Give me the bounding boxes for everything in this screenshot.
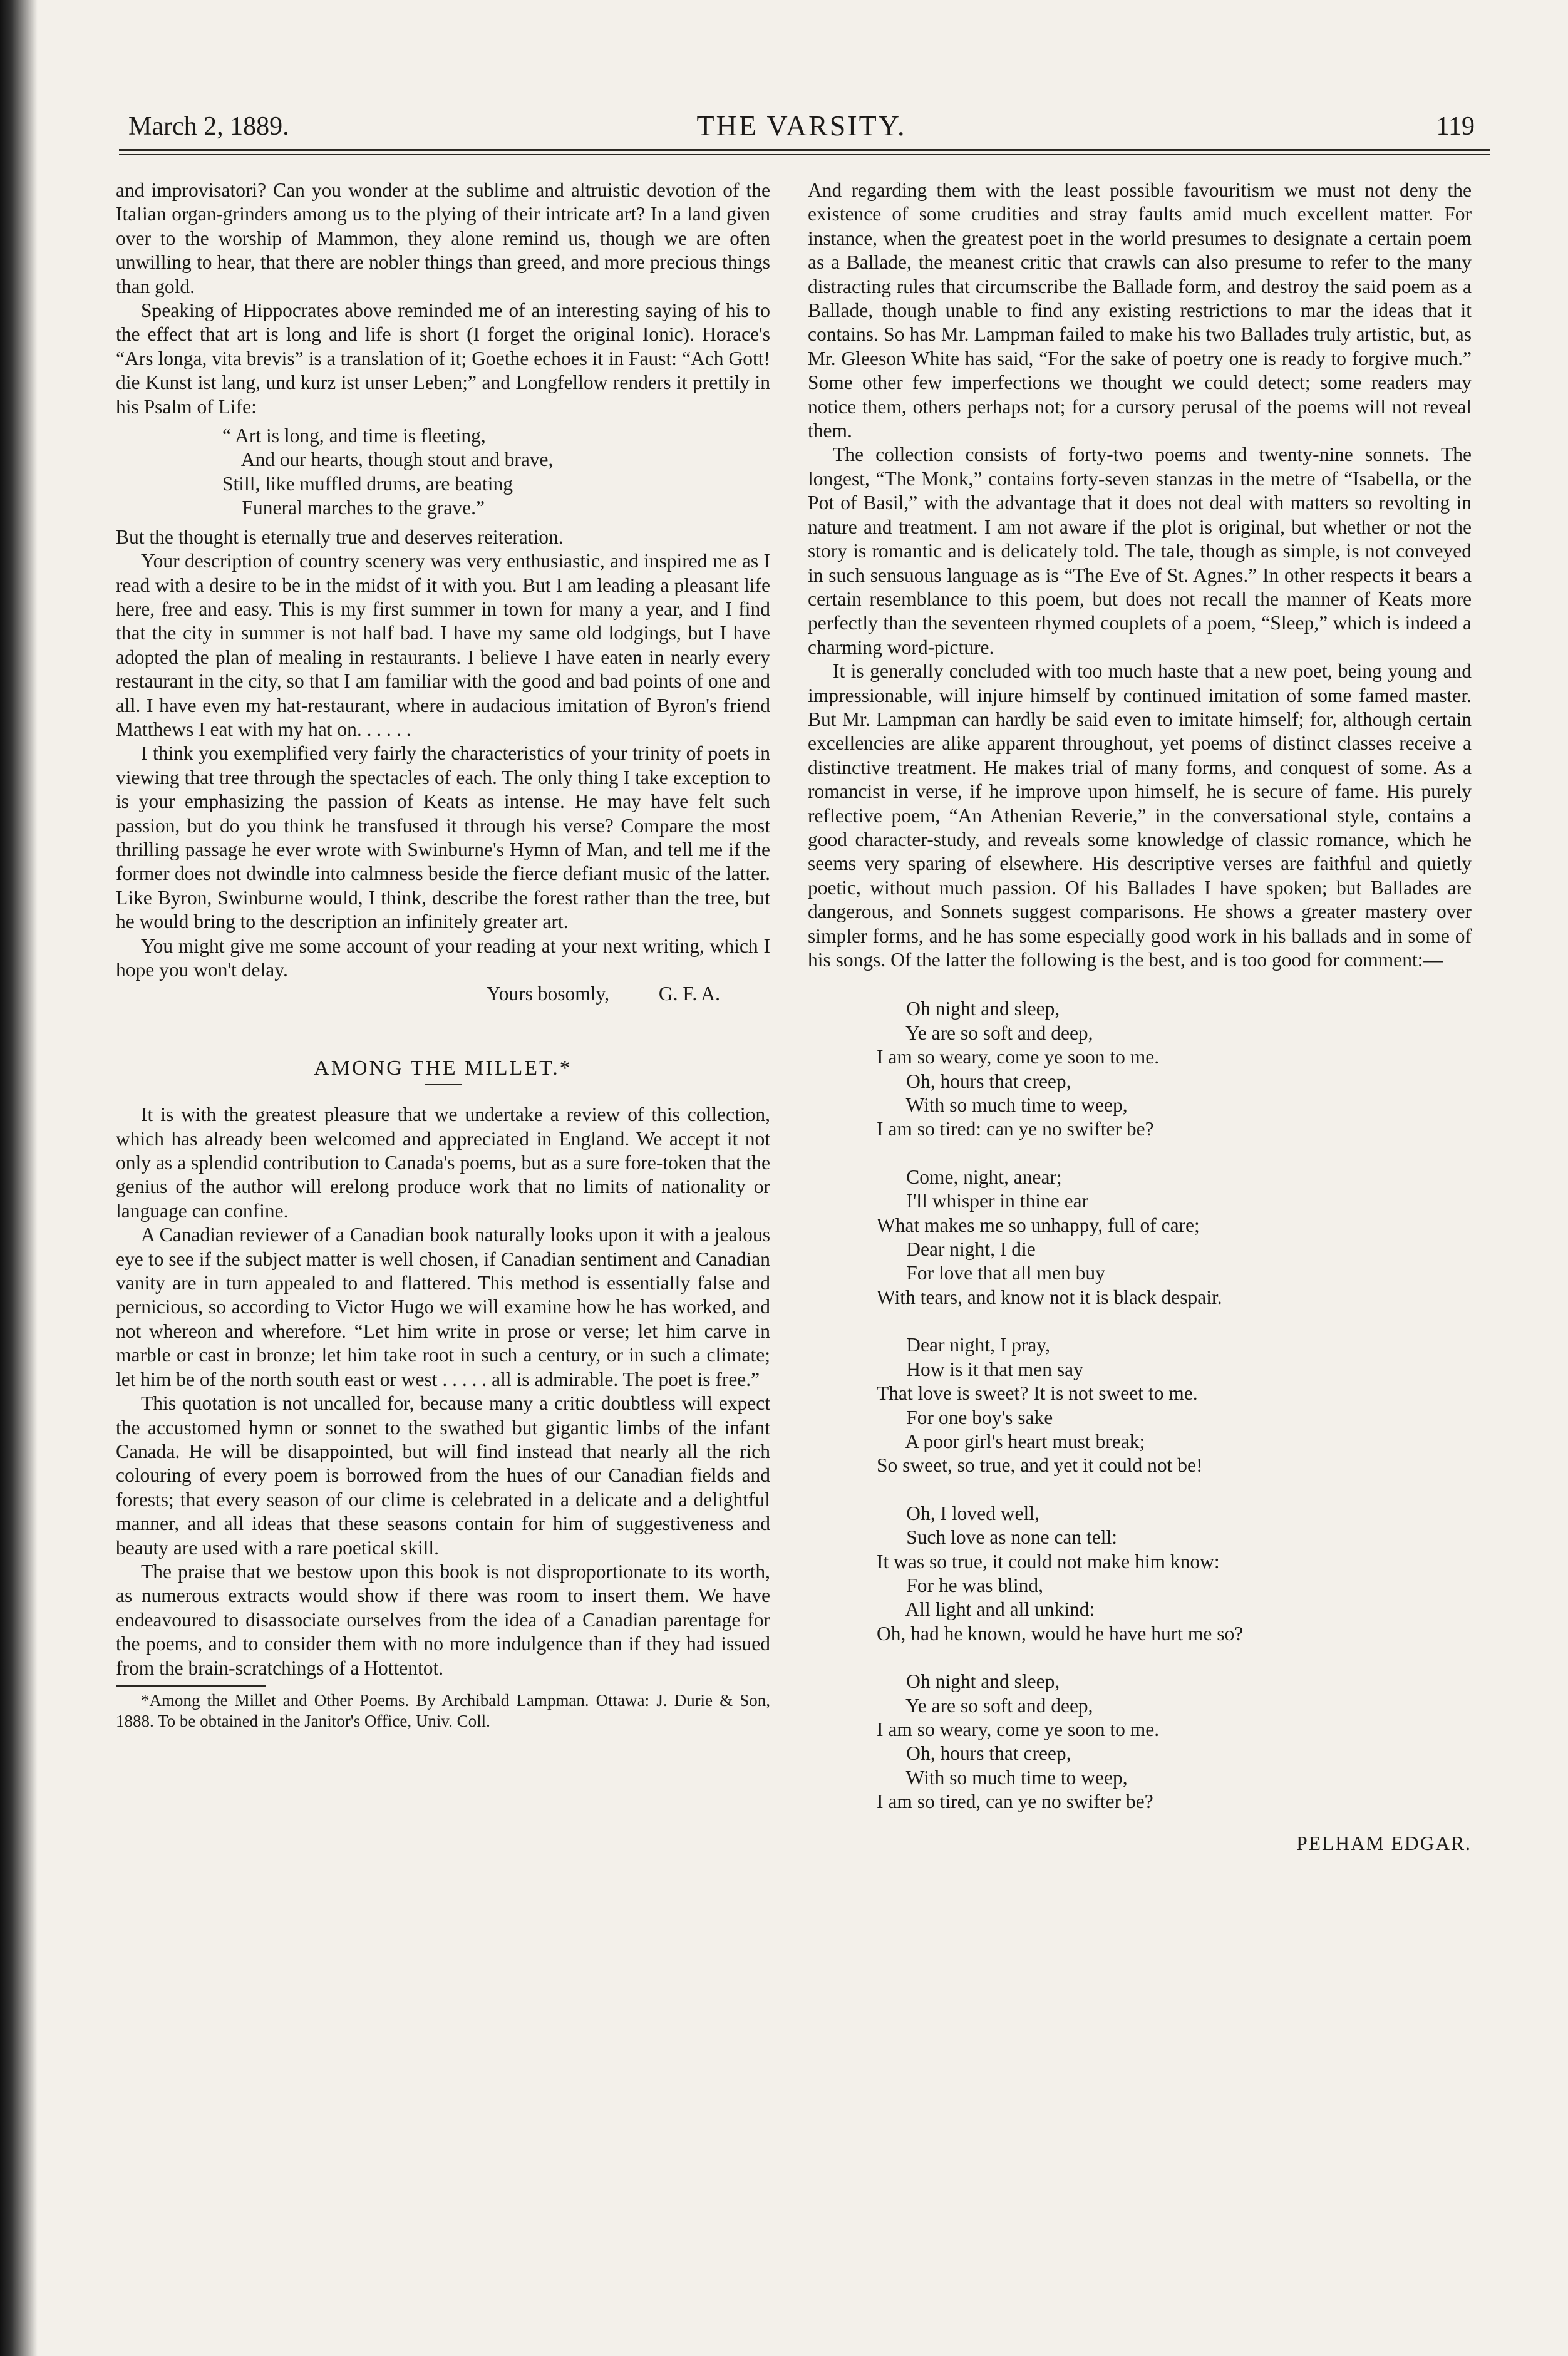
paragraph: It is generally concluded with too much haste that a new poet, being young and impressionable, will injure himself by continued imitation of some famed master. But Mr. Lampman can hardly be said even to imitate himself; for, although certain excellencies are alike apparent throughout, yet poems of distinct classes receive a distinctive treatment. He makes trial of many forms, and conquest of some. As a romancist in verse, if he improve upon himself, he is secure of fame. His purely reflective poem, “An Athenian Reverie,” in the conversational style, contains a good character-study, and reveals some knowledge of classic romance, which he seems very sparing of elsewhere. His descriptive verses are faithful and quietly poetic, without much passion. Of his Ballades I have spoken; but Ballades are dangerous, and Sonnets suggest comparisons. He shows a greater mastery over simpler forms, and he has some especially good work in his ballads and in some of his songs. Of the latter the following is the best, and is too good for comment:—	[808, 660, 1472, 971]
poem-line: All light and all unkind:	[877, 1598, 1095, 1621]
paragraph: This quotation is not uncalled for, because many a critic doubtless will expect the accustomed hymn or sonnet to the swathed but gigantic limbs of the infant Canada. He will be disappointed, but will find instead that nearly all the rich colouring of every poem is borrowed from the hues of our Canadian fields and forests; that every season of our clime is celebrated in a delicate and a delightful manner, and all ideas that these seasons contain for him of suggestiveness and beauty are used with a rare poetical skill.	[116, 1392, 770, 1559]
footnote-rule	[116, 1685, 266, 1687]
left-column	[116, 178, 770, 1732]
poem-line: It was so true, it could not make him know:	[877, 1550, 1220, 1573]
masthead-title: THE VARSITY.	[696, 110, 907, 142]
poem-line: With so much time to weep,	[877, 1766, 1128, 1789]
paragraph: But the thought is eternally true and deserves reiteration.	[116, 525, 564, 548]
paragraph: A Canadian reviewer of a Canadian book naturally looks upon it with a jealous eye to see if the subject matter is well chosen, if Canadian sentiment and Canadian vanity are in turn appealed to and flattered. This method is essentially false and pernicious, so according to Victor Hugo we will examine how he has worked, and not whereon and wherefore. “Let him write in prose or verse; let him carve in marble or cast in bronze; let him take root in such a century, or in such a climate; let him be of the north south east or west . . . . . all is admirable. The poet is free.”	[116, 1224, 770, 1390]
poem-line: For love that all men buy	[877, 1262, 1105, 1284]
poem-line: Oh, hours that creep,	[877, 1070, 1071, 1092]
right-column	[808, 178, 1472, 1856]
verse-line: And our hearts, though stout and brave,	[222, 448, 554, 471]
poem-line: That love is sweet? It is not sweet to me.	[877, 1382, 1198, 1405]
poem-line: For one boy's sake	[877, 1406, 1053, 1429]
paragraph: Your description of country scenery was very enthusiastic, and inspired me as I read with a desire to be in the midst of it with you. But I am leading a pleasant life here, free and easy. This is my first summer in town for many a year, and I find that the city in summer is not half bad. I have my same old lodgings, but I have adopted the plan of mealing in restaurants. I believe I have eaten in nearly every restaurant in the city, so that I am familiar with the good and bad points of one and all. I have even my hat-restaurant, where in audacious imitation of Byron's friend Matthews I eat with my hat on. . . . . .	[116, 550, 770, 740]
poem-line: Dear night, I die	[877, 1238, 1036, 1261]
poem-line: Oh, I loved well,	[877, 1502, 1039, 1524]
paragraph: It is with the greatest pleasure that we undertake a review of this collection, which has already been welcomed and appreciated in England. We accept it not only as a splendid contribution to Canada's poems, but as a sure fore-token that the genius of the author will erelong produce work that no limits of nationality or language can confine.	[116, 1103, 770, 1222]
poem-line: Oh night and sleep,	[877, 1670, 1060, 1693]
review-author: PELHAM EDGAR.	[1296, 1832, 1472, 1854]
book-spine-shadow	[0, 0, 38, 2356]
stanza	[877, 997, 1472, 1141]
poem-line: A poor girl's heart must break;	[877, 1430, 1145, 1452]
stanza	[877, 1333, 1472, 1477]
header-rule-thin	[119, 154, 1490, 155]
letter-signature: Yours bosomly, G. F. A.	[487, 983, 720, 1005]
section-title: AMONG THE MILLET.*	[314, 1056, 572, 1080]
paragraph: and improvisatori? Can you wonder at the sublime and altruistic devotion of the Italian organ-grinders among us to the plying of their intricate art? In a land given over to the worship of Mammon, they alone remind us, though we are often unwilling to hear, that there are nobler things than greed, and more precious things than gold.	[116, 179, 770, 297]
poem	[877, 997, 1472, 1814]
quoted-verse	[222, 424, 770, 520]
poem-line: Dear night, I pray,	[877, 1334, 1050, 1356]
verse-line: “ Art is long, and time is fleeting,	[222, 425, 486, 447]
poem-line: I am so weary, come ye soon to me.	[877, 1046, 1160, 1068]
title-rule	[425, 1084, 462, 1085]
stanza	[877, 1502, 1472, 1646]
paragraph: The collection consists of forty-two poems and twenty-nine sonnets. The longest, “The Monk,” contains forty-seven stanzas in the metre of “Isabella, or the Pot of Basil,” with the advantage that it does not deal with matters so revolting in nature and treatment. I am not aware if the plot is original, but whether or not the story is romantic and is delicately told. The tale, though as simple, is not conveyed in such sensuous language as is “The Eve of St. Agnes.” In other respects it bears a certain resemblance to this poem, but does not recall the manner of Keats more perfectly than the seventeen rhymed couplets of a poem, “Sleep,” which is indeed a charming word-picture.	[808, 443, 1472, 658]
page-header	[128, 105, 1475, 155]
poem-line: With so much time to weep,	[877, 1094, 1128, 1117]
poem-line: I am so tired, can ye no swifter be?	[877, 1790, 1153, 1813]
paragraph: You might give me some account of your reading at your next writing, which I hope you won't delay.	[116, 934, 770, 981]
verse-line: Funeral marches to the grave.”	[222, 497, 485, 519]
paragraph: And regarding them with the least possible favouritism we must not deny the existence of some crudities and stray faults amid much excellent matter. For instance, when the greatest poet in the world presumes to designate a certain poem as a Ballade, the meanest critic that crawls can also presume to refer to the many distracting rules that circumscribe the Ballade form, and destroy the said poem as a Ballade, though unable to find any existing restrictions to mar the ideas that it contains. So has Mr. Lampman failed to make his two Ballades truly artistic, but, as Mr. Gleeson White has said, “For the sake of poetry one is ready to forgive much.” Some other few imperfections we thought we could detect; some readers may notice them, others perhaps not; for a cursory perusal of the poems will not reveal them.	[808, 179, 1472, 442]
poem-line: How is it that men say	[877, 1358, 1083, 1380]
poem-line: Ye are so soft and deep,	[877, 1694, 1093, 1717]
stanza	[877, 1165, 1472, 1310]
verse-line: Still, like muffled drums, are beating	[222, 472, 513, 495]
poem-line: Oh night and sleep,	[877, 998, 1060, 1020]
poem-line: Oh, hours that creep,	[877, 1742, 1071, 1765]
issue-date: March 2, 1889.	[128, 112, 289, 141]
poem-line: Ye are so soft and deep,	[877, 1021, 1093, 1044]
poem-line: I am so tired: can ye no swifter be?	[877, 1118, 1154, 1140]
poem-line: Oh, had he known, would he have hurt me so?	[877, 1622, 1244, 1645]
page-number: 119	[1436, 112, 1475, 141]
footnote: *Among the Millet and Other Poems. By Archibald Lampman. Ottawa: J. Durie & Son, 1888. To be obtained in the Janitor's Office, Univ. Coll.	[116, 1690, 770, 1730]
poem-line: Come, night, anear;	[877, 1165, 1062, 1188]
poem-line: With tears, and know not it is black despair.	[877, 1286, 1222, 1308]
poem-line: So sweet, so true, and yet it could not be!	[877, 1454, 1203, 1477]
stanza	[877, 1670, 1472, 1814]
poem-line: Such love as none can tell:	[877, 1526, 1118, 1549]
header-rule	[119, 149, 1490, 151]
poem-line: What makes me so unhappy, full of care;	[877, 1214, 1200, 1236]
poem-line: For he was blind,	[877, 1574, 1043, 1596]
poem-line: I am so weary, come ye soon to me.	[877, 1718, 1160, 1740]
paragraph: I think you exemplified very fairly the characteristics of your trinity of poets in viewing that tree through the spectacles of each. The only thing I take exception to is your emphasizing the passion of Keats as intense. He may have felt such passion, but do you think he transfused it through his verse? Compare the most thrilling passage he ever wrote with Swinburne's Hymn of Man, and tell me if the former does not dwindle into calmness beside the fierce defiant music of the latter. Like Byron, Swinburne would, I think, describe the forest rather than the tree, but he would bring to the description an infinitely greater art.	[116, 742, 770, 933]
paragraph: The praise that we bestow upon this book is not disproportionate to its worth, as numerous extracts would show if there was room to insert them. We have endeavoured to disassociate ourselves from the idea of a Canadian parentage for the poems, and to consider them with no more indulgence than if they had issued from the brain-scratchings of a Hottentot.	[116, 1560, 770, 1679]
poem-line: I'll whisper in thine ear	[877, 1190, 1089, 1212]
paragraph: Speaking of Hippocrates above reminded me of an interesting saying of his to the effect that art is long and life is short (I forget the original Ionic). Horace's “Ars longa, vita brevis” is a translation of it; Goethe echoes it in Faust: “Ach Gott! die Kunst ist lang, und kurz ist unser Leben;” and Longfellow renders it prettily in his Psalm of Life:	[116, 299, 770, 418]
